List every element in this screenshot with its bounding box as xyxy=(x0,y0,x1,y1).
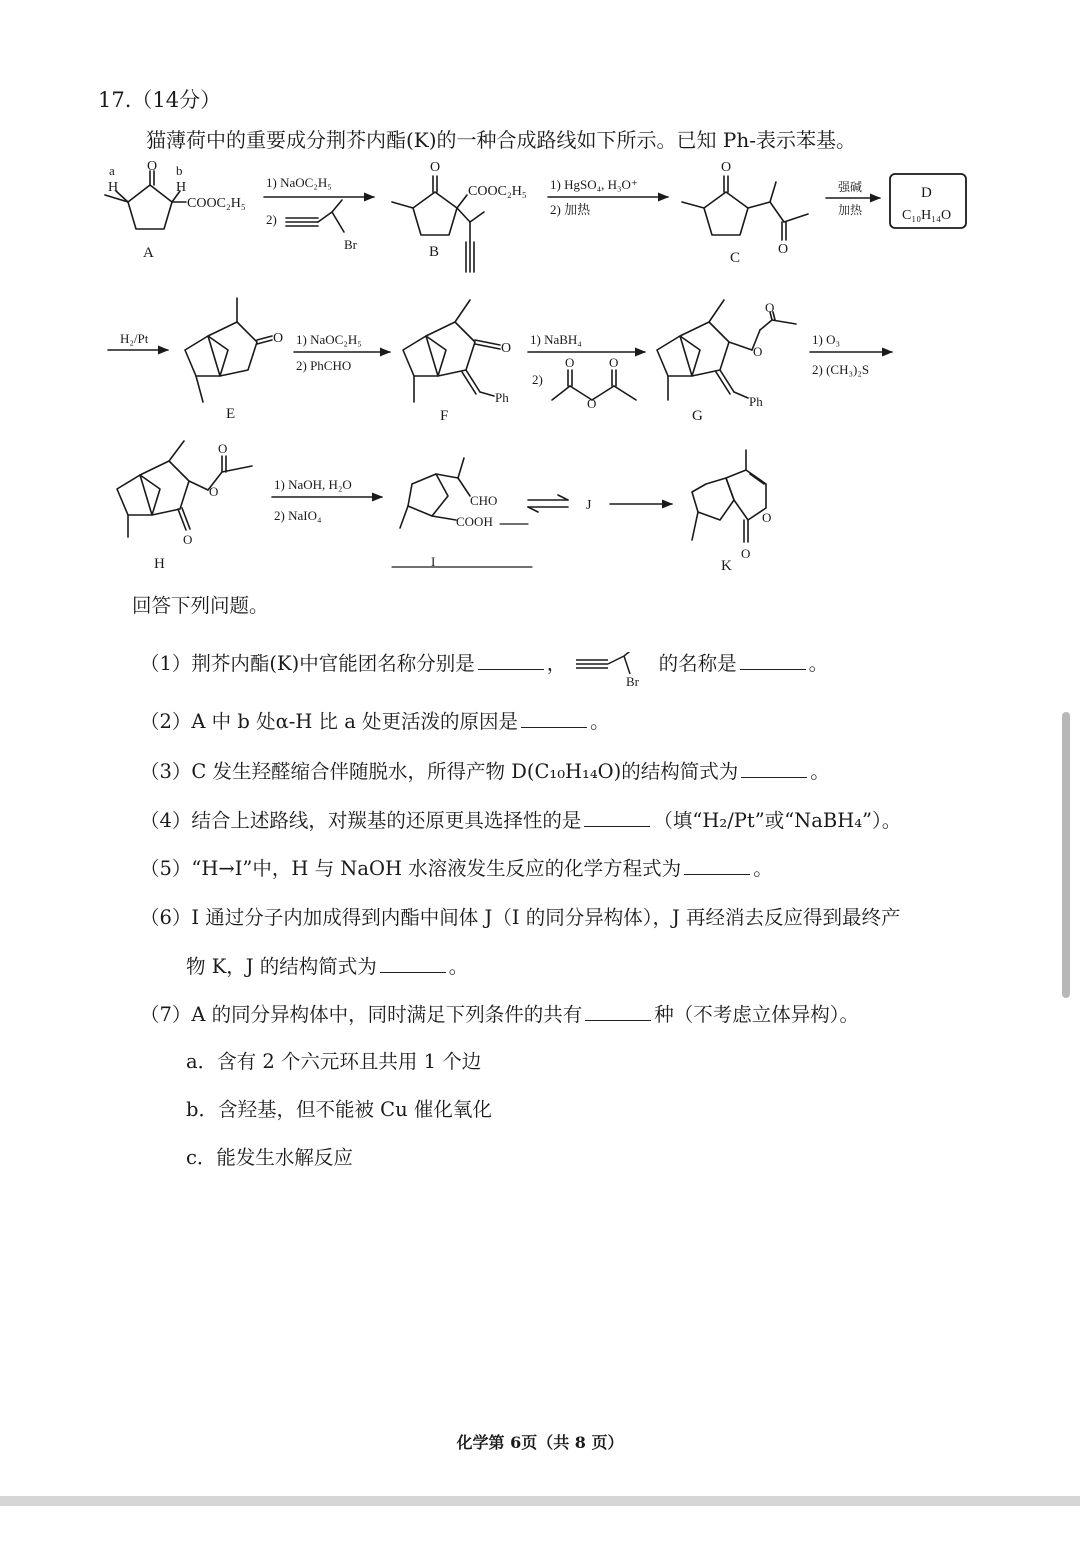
anhydride-o3: O xyxy=(587,396,597,411)
r6-step1: 1) NaBH₄ xyxy=(530,332,582,347)
g-ph-group: Ph xyxy=(749,394,763,409)
equilibrium-arrow xyxy=(528,495,592,513)
page-footer: 化学第 6页（共 8 页） xyxy=(456,1433,624,1452)
condition-a: a．含有 2 个六元环且共用 1 个边 xyxy=(186,1050,482,1073)
k-carbonyl-o: O xyxy=(741,546,751,561)
q1-text-c: 的名称是 xyxy=(658,652,737,675)
reaction-arrow-3 xyxy=(826,179,880,217)
q2-blank[interactable] xyxy=(521,726,587,728)
c-ketone-o: O xyxy=(721,160,732,175)
compound-i xyxy=(392,458,532,569)
r8-step2: 2) NaIO₄ xyxy=(274,508,322,523)
question-number: 17. xyxy=(98,88,132,112)
q1-blank-1[interactable] xyxy=(478,668,544,670)
q1-text-a: （1）荆芥内酯(K)中官能团名称分别是 xyxy=(140,652,475,675)
b-ester-group: COOC₂H₅ xyxy=(468,184,527,199)
r2-step1: 1) HgSO₄, H₃O⁺ xyxy=(550,177,638,192)
r7-step2: 2) (CH₃)₂S xyxy=(812,362,870,377)
r1-step1: 1) NaOC₂H₅ xyxy=(266,175,332,190)
r6-step2: 2) xyxy=(532,372,543,387)
r5-step2: 2) PhCHO xyxy=(296,358,352,373)
r2-step2: 2) 加热 xyxy=(550,202,591,217)
compound-g xyxy=(657,300,796,424)
question-2 xyxy=(140,706,610,734)
q6-text-c: 。 xyxy=(448,955,469,978)
reaction-arrow-1 xyxy=(264,175,374,252)
synthesis-scheme xyxy=(0,150,1080,580)
question-3 xyxy=(140,756,830,784)
compound-a xyxy=(105,159,246,261)
compound-h xyxy=(117,441,252,572)
r1-br-atom: Br xyxy=(344,237,357,252)
b-position-label: b xyxy=(176,163,183,178)
d-formula: C₁₀H₁₄O xyxy=(902,208,952,223)
q7-blank[interactable] xyxy=(585,1019,651,1021)
r7-step1: 1) O₃ xyxy=(812,332,840,347)
q6-text-b: 物 K，J 的结构简式为 xyxy=(186,955,377,978)
compound-a-label: A xyxy=(143,245,154,261)
bottom-divider xyxy=(0,1496,1080,1506)
q7-text-b: 种（不考虑立体异构）。 xyxy=(654,1003,859,1026)
r8-step1: 1) NaOH, H₂O xyxy=(274,477,352,492)
e-o-atom: O xyxy=(273,331,284,346)
q2-text-b: 。 xyxy=(590,710,610,733)
anhydride-o2: O xyxy=(609,355,619,370)
compound-k-label: K xyxy=(721,558,732,574)
b-h-atom: H xyxy=(176,180,187,195)
g-ester-o: O xyxy=(753,344,763,359)
f-o-atom: O xyxy=(501,341,512,356)
k-ring-o: O xyxy=(762,510,772,525)
g-carbonyl-o: O xyxy=(765,300,775,315)
compound-h-label: H xyxy=(154,556,165,572)
compound-f-label: F xyxy=(440,408,449,424)
j-label: J xyxy=(586,498,592,513)
i-cho-group: CHO xyxy=(470,493,498,508)
q7-text-a: （7）A 的同分异构体中，同时满足下列条件的共有 xyxy=(140,1003,583,1026)
c-acetyl-o: O xyxy=(778,242,789,257)
r3-bottom: 加热 xyxy=(838,203,863,217)
reaction-arrow-8 xyxy=(272,477,382,523)
compound-k xyxy=(692,450,771,574)
r1-step2: 2) xyxy=(266,212,277,227)
compound-f xyxy=(403,300,511,424)
condition-c: c．能发生水解反应 xyxy=(186,1146,353,1169)
question-4 xyxy=(140,805,901,833)
compound-b xyxy=(392,160,527,272)
anhydride-o1: O xyxy=(565,355,575,370)
question-intro: 猫薄荷中的重要成分荆芥内酯(K)的一种合成路线如下所示。已知 Ph-表示苯基。 xyxy=(146,128,856,152)
a-h-atom: H xyxy=(108,180,119,195)
f-ph-group: Ph xyxy=(495,390,509,405)
q3-text-b: 。 xyxy=(810,760,830,783)
q1-text-b: ， xyxy=(546,652,567,675)
condition-b: b．含羟基，但不能被 Cu 催化氧化 xyxy=(186,1098,492,1121)
answer-prompt: 回答下列问题。 xyxy=(132,594,269,617)
a-o-atom: O xyxy=(147,159,158,174)
compound-e-label: E xyxy=(226,406,236,422)
compound-i-label: I xyxy=(431,554,436,569)
compound-d-box xyxy=(890,174,966,228)
q5-blank[interactable] xyxy=(684,873,750,875)
q6-blank[interactable] xyxy=(380,971,446,973)
q2-text-a: （2）A 中 b 处α-H 比 a 处更活泼的原因是 xyxy=(140,710,519,733)
reaction-arrow-4 xyxy=(108,331,168,350)
q5-text-b: 。 xyxy=(753,857,773,880)
h-carbonyl-o: O xyxy=(218,441,228,456)
q4-text-a: （4）结合上述路线，对羰基的还原更具选择性的是 xyxy=(140,809,582,832)
question-1 xyxy=(140,648,828,686)
question-6-line-2 xyxy=(186,951,468,979)
reaction-arrow-7 xyxy=(810,332,892,377)
vertical-scrollbar[interactable] xyxy=(1062,712,1070,998)
r5-step1: 1) NaOC₂H₅ xyxy=(296,332,362,347)
r4-reagent: H₂/Pt xyxy=(120,331,149,346)
a-ester-group: COOC₂H₅ xyxy=(187,196,246,211)
compound-b-label: B xyxy=(429,244,440,260)
reaction-arrow-6 xyxy=(528,332,645,411)
q4-text-b: （填“H₂/Pt”或“NaBH₄”）。 xyxy=(653,809,902,832)
question-5 xyxy=(140,853,773,881)
b-o-atom: O xyxy=(430,160,441,175)
q1-br-atom: Br xyxy=(626,674,640,686)
q1-blank-2[interactable] xyxy=(740,668,806,670)
reaction-arrow-2 xyxy=(548,177,668,217)
reaction-arrow-5 xyxy=(294,332,390,373)
q3-blank[interactable] xyxy=(741,776,807,778)
a-position-label: a xyxy=(109,163,115,178)
question-7 xyxy=(140,999,859,1027)
question-header xyxy=(98,84,221,114)
q1-text-d: 。 xyxy=(808,652,829,675)
q5-text-a: （5）“H→I”中，H 与 NaOH 水溶液发生反应的化学方程式为 xyxy=(140,857,682,880)
compound-e xyxy=(185,298,283,422)
question-score: （14分） xyxy=(131,88,222,112)
r3-top: 强碱 xyxy=(838,180,863,194)
compound-c xyxy=(682,160,808,266)
q3-text-a: （3）C 发生羟醛缩合伴随脱水，所得产物 D(C₁₀H₁₄O)的结构简式为 xyxy=(140,760,739,783)
h-ester-o: O xyxy=(209,484,219,499)
h-ketone-o: O xyxy=(183,532,193,547)
q4-blank[interactable] xyxy=(584,825,650,827)
compound-g-label: G xyxy=(692,408,703,424)
bromo-butyne-structure xyxy=(572,652,652,686)
question-6-line-1: （6）I 通过分子内加成得到内酯中间体 J（I 的同分异构体），J 再经消去反应得到最终产 xyxy=(140,906,901,929)
compound-c-label: C xyxy=(730,250,741,266)
d-name: D xyxy=(921,185,932,201)
i-cooh-group: COOH xyxy=(456,514,493,529)
